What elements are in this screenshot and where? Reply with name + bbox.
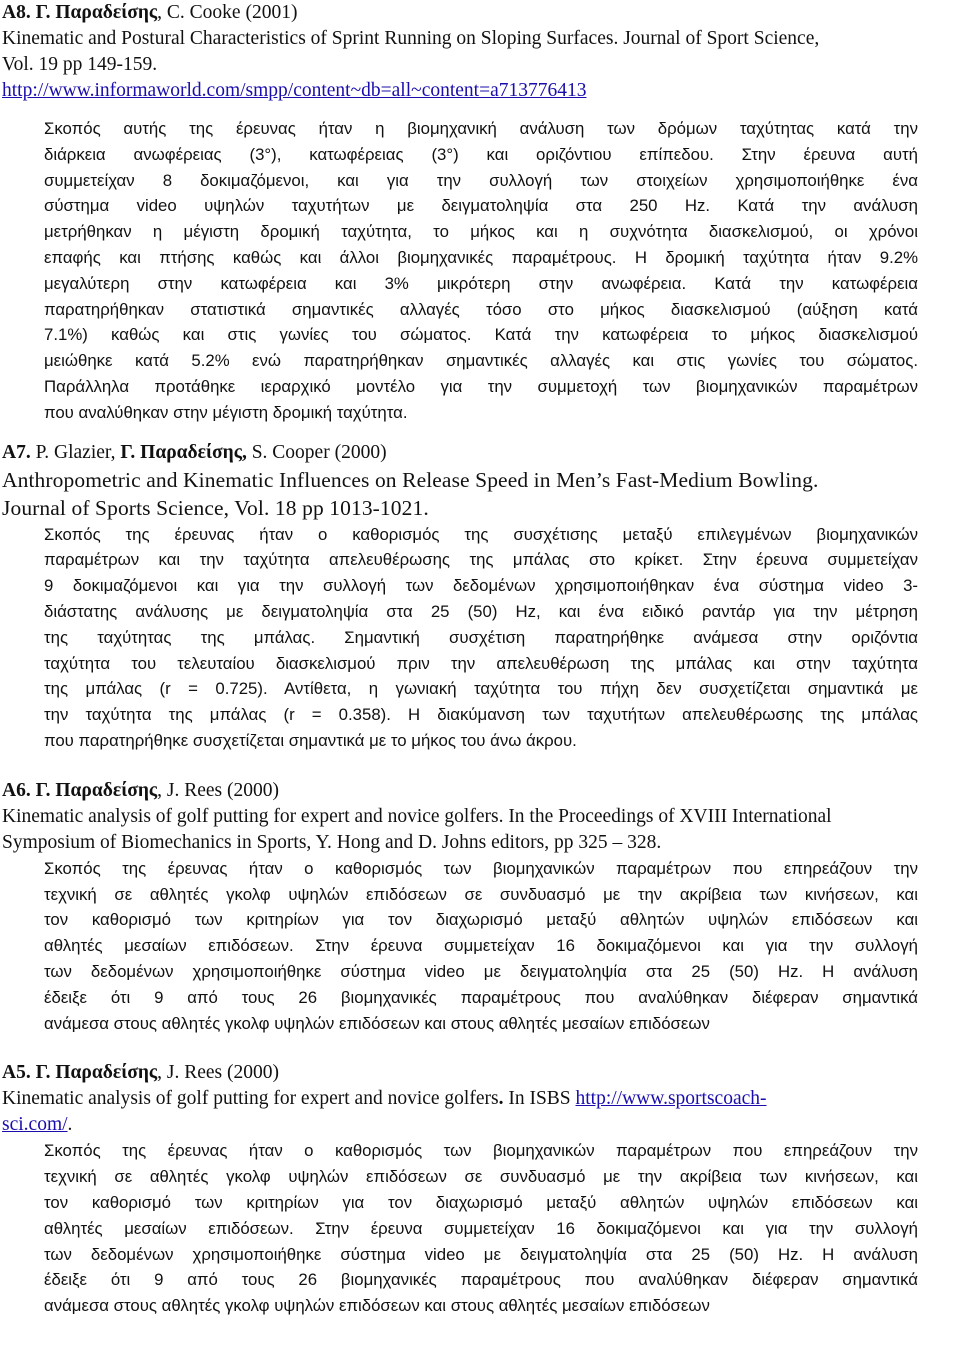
paragraph-line: επαφής και πτήσης καθώς και άλλοι βιομηχανικές παραμέτρους. Η δρομική ταχύτητα ήταν 9.2% — [44, 247, 918, 267]
entry-a7 — [2, 440, 958, 754]
paragraph-line: των δεδομένων χρησιμοποιήθηκε σύστημα video με δειγματοληψία στα 25 (50) Hz. Η ανάλυση — [44, 1244, 918, 1264]
author-rest: , C. Cooke (2001) — [157, 2, 298, 23]
reference-line: Journal of Sports Science, Vol. 18 pp 1013-1021. — [2, 495, 429, 520]
paragraph-line: αθλητές μεσαίων επιδόσεων. Στην έρευνα συμμετείχαν 16 δοκιμαζόμενοι και για την συλλογή — [44, 1218, 918, 1238]
paragraph-line: παρατηρήθηκαν στατιστικά σημαντικές αλλαγές τόσο στο μήκος διασκελισμού (αύξηση κατά — [44, 299, 918, 319]
entry-heading — [2, 1060, 958, 1086]
paragraph-line: αθλητές μεσαίων επιδόσεων. Στην έρευνα συμμετείχαν 16 δοκιμαζόμενοι και για την συλλογή — [44, 936, 918, 956]
paragraph-line: ταχύτητα του τελευταίου διασκελισμού πριν την απελευθέρωση της μπάλας και στην ταχύτητα — [44, 653, 918, 673]
abstract-paragraph — [44, 1138, 918, 1319]
abstract-paragraph — [44, 116, 918, 426]
entry-a5 — [2, 1060, 958, 1319]
author-bold: A8. Γ. Παραδείσης — [2, 2, 158, 23]
author-rest: , J. Rees (2000) — [157, 779, 280, 801]
paragraph-line: τον καθορισμό των κριτηρίων για τον διαχωρισμό μεταξύ αθλητών υψηλών επιδόσεων και — [44, 1192, 918, 1212]
document-page — [2, 0, 958, 1319]
paragraph-line: την ταχύτητα της μπάλας (r = 0.358). Η διακύμανση των ταχυτήτων απελευθέρωσης της μπάλας — [44, 705, 918, 725]
entry-a8 — [2, 0, 958, 426]
paragraph-line: παραμέτρων και την ταχύτητα απελευθέρωσης της μπάλας στο κρίκετ. Στην έρευνα συμμετείχαν — [44, 550, 918, 570]
paragraph-line: τεχνική σε αθλητές γκολφ υψηλών επιδόσεων σε συνδυασμό με την ακρίβεια των κινήσεων, και — [44, 1167, 918, 1187]
paragraph-line: Σκοπός της έρευνας ήταν ο καθορισμός της συσχέτισης μεταξύ επιλεγμένων βιομηχανικών — [44, 524, 918, 544]
paragraph-line: τεχνική σε αθλητές γκολφ υψηλών επιδόσεων σε συνδυασμό με την ακρίβεια των κινήσεων, και — [44, 884, 918, 904]
paragraph-line: έδειξε ότι 9 από τους 26 βιομηχανικές παραμέτρους που αναλύθηκαν διέφεραν σημαντικά — [44, 987, 918, 1007]
entry-number: A7. — [2, 441, 36, 463]
author-bold: A5. Γ. Παραδείσης — [2, 1062, 158, 1084]
abstract-paragraph — [44, 522, 918, 754]
paragraph-line: των δεδομένων χρησιμοποιήθηκε σύστημα video με δειγματοληψία στα 25 (50) Hz. Η ανάλυση — [44, 961, 918, 981]
reference-line: Kinematic and Postural Characteristics of Sprint Running on Sloping Surfaces. Journal of Sport Science, — [2, 28, 820, 49]
paragraph-line: που αναλύθηκαν στην μέγιστη δρομική ταχύτητα. — [44, 402, 408, 422]
paragraph-line: ανάμεσα στους αθλητές γκολφ υψηλών επιδόσεων και στους αθλητές μεσαίων επιδόσεων — [44, 1013, 710, 1033]
reference-line: Kinematic analysis of golf putting for expert and novice golfers. In the Proceedings of XVIII International — [2, 805, 832, 827]
paragraph-line: της μπάλας (r = 0.725). Αντίθετα, η γωνιακή ταχύτητα του πήχη δεν συσχετίζεται σημαντικά με — [44, 679, 918, 699]
reference-period: . — [498, 1088, 504, 1110]
paragraph-line: έδειξε ότι 9 από τους 26 βιομηχανικές παραμέτρους που αναλύθηκαν διέφεραν σημαντικά — [44, 1270, 918, 1290]
paragraph-line: διάρκεια ανωφέρειας (3°), κατωφέρειας (3°) και οριζόντιου επίπεδου. Στην έρευνα αυτή — [44, 144, 918, 164]
reference-line: Anthropometric and Kinematic Influences on Release Speed in Men’s Fast-Medium Bowling. — [2, 467, 819, 492]
paragraph-line: 7.1%) καθώς και στις γωνίες του σώματος. Κατά την κατωφέρεια το μήκος διασκελισμού — [44, 325, 918, 345]
paragraph-line: Παράλληλα προτάθηκε ιεραρχικό μοντέλο για την συμμετοχή των βιομηχανικών παραμέτρων — [44, 376, 918, 396]
entry-a6 — [2, 778, 958, 1037]
reference-line: Symposium of Biomechanics in Sports, Y. Hong and D. Johns editors, pp 325 – 328. — [2, 831, 662, 853]
paragraph-line: Σκοπός της έρευνας ήταν ο καθορισμός των βιομηχανικών παραμέτρων που επηρεάζουν την — [44, 858, 918, 878]
author-rest: S. Cooper (2000) — [246, 441, 387, 463]
reference-period: . — [67, 1114, 73, 1136]
paragraph-line: που παρατηρήθηκε συσχετίζεται σημαντικά με το μήκος του άνω άκρου. — [44, 730, 577, 750]
entry-heading — [2, 0, 958, 26]
reference-line — [2, 1112, 958, 1138]
paragraph-line: τον καθορισμό των κριτηρίων για τον διαχωρισμό μεταξύ αθλητών υψηλών επιδόσεων και — [44, 910, 918, 930]
paragraph-line: μετρήθηκαν η μέγιστη δρομική ταχύτητα, το μήκος και η συχνότητα διασκελισμού, οι χρόνοι — [44, 222, 918, 242]
reference-title: Kinematic analysis of golf putting for expert and novice golfers — [2, 1088, 499, 1110]
paragraph-line: 9 δοκιμαζόμενοι και για την συλλογή των δεδομένων χρησιμοποιήθηκαν ένα σύστημα video 3- — [44, 576, 918, 596]
author-bold: A6. Γ. Παραδείσης — [2, 779, 158, 801]
entry-heading — [2, 778, 958, 804]
paragraph-line: συμμετείχαν 8 δοκιμαζόμενοι, και για την συλλογή των στοιχείων χρησιμοποιήθηκε ένα — [44, 170, 918, 190]
abstract-paragraph — [44, 856, 918, 1037]
sportscoach-link-cont[interactable]: sci.com/ — [2, 1114, 68, 1136]
reference-line — [2, 1086, 958, 1112]
paragraph-line: σύστημα video υψηλών ταχυτήτων με δειγματοληψία στα 250 Hz. Κατά την ανάλυση — [44, 196, 918, 216]
paragraph-line: μειώθηκε κατά 5.2% ενώ παρατηρήθηκαν σημαντικές αλλαγές και στις γωνίες του σώματος. — [44, 351, 918, 371]
article-link[interactable]: http://www.informaworld.com/smpp/content~db=all~content=a713776413 — [2, 80, 587, 101]
paragraph-line: ανάμεσα στους αθλητές γκολφ υψηλών επιδόσεων και στους αθλητές μεσαίων επιδόσεων — [44, 1296, 710, 1316]
reference-source: In ISBS — [503, 1088, 576, 1110]
entry-heading — [2, 440, 958, 466]
reference-line: Vol. 19 pp 149-159. — [2, 54, 158, 75]
author-rest: P. Glazier, — [35, 441, 121, 463]
paragraph-line: της ταχύτητας της μπάλας. Σημαντική συσχέτιση παρατηρήθηκε ανάμεσα στην οριζόντια — [44, 627, 918, 647]
author-bold: Γ. Παραδείσης, — [120, 441, 247, 463]
paragraph-line: Σκοπός της έρευνας ήταν ο καθορισμός των βιομηχανικών παραμέτρων που επηρεάζουν την — [44, 1141, 918, 1161]
author-rest: , J. Rees (2000) — [157, 1062, 280, 1084]
sportscoach-link[interactable]: http://www.sportscoach- — [575, 1088, 767, 1110]
paragraph-line: διάστατης ανάλυσης με δειγματοληψία στα 25 (50) Hz, και ένα ειδικό ραντάρ για την μέτρηση — [44, 601, 918, 621]
paragraph-line: Σκοπός αυτής της έρευνας ήταν η βιομηχανική ανάλυση των δρόμων ταχύτητας κατά την — [44, 119, 918, 138]
paragraph-line: μεγαλύτερη στην κατωφέρεια και 3% μικρότερη στην ανωφέρεια. Κατά την κατωφέρεια — [44, 273, 918, 293]
